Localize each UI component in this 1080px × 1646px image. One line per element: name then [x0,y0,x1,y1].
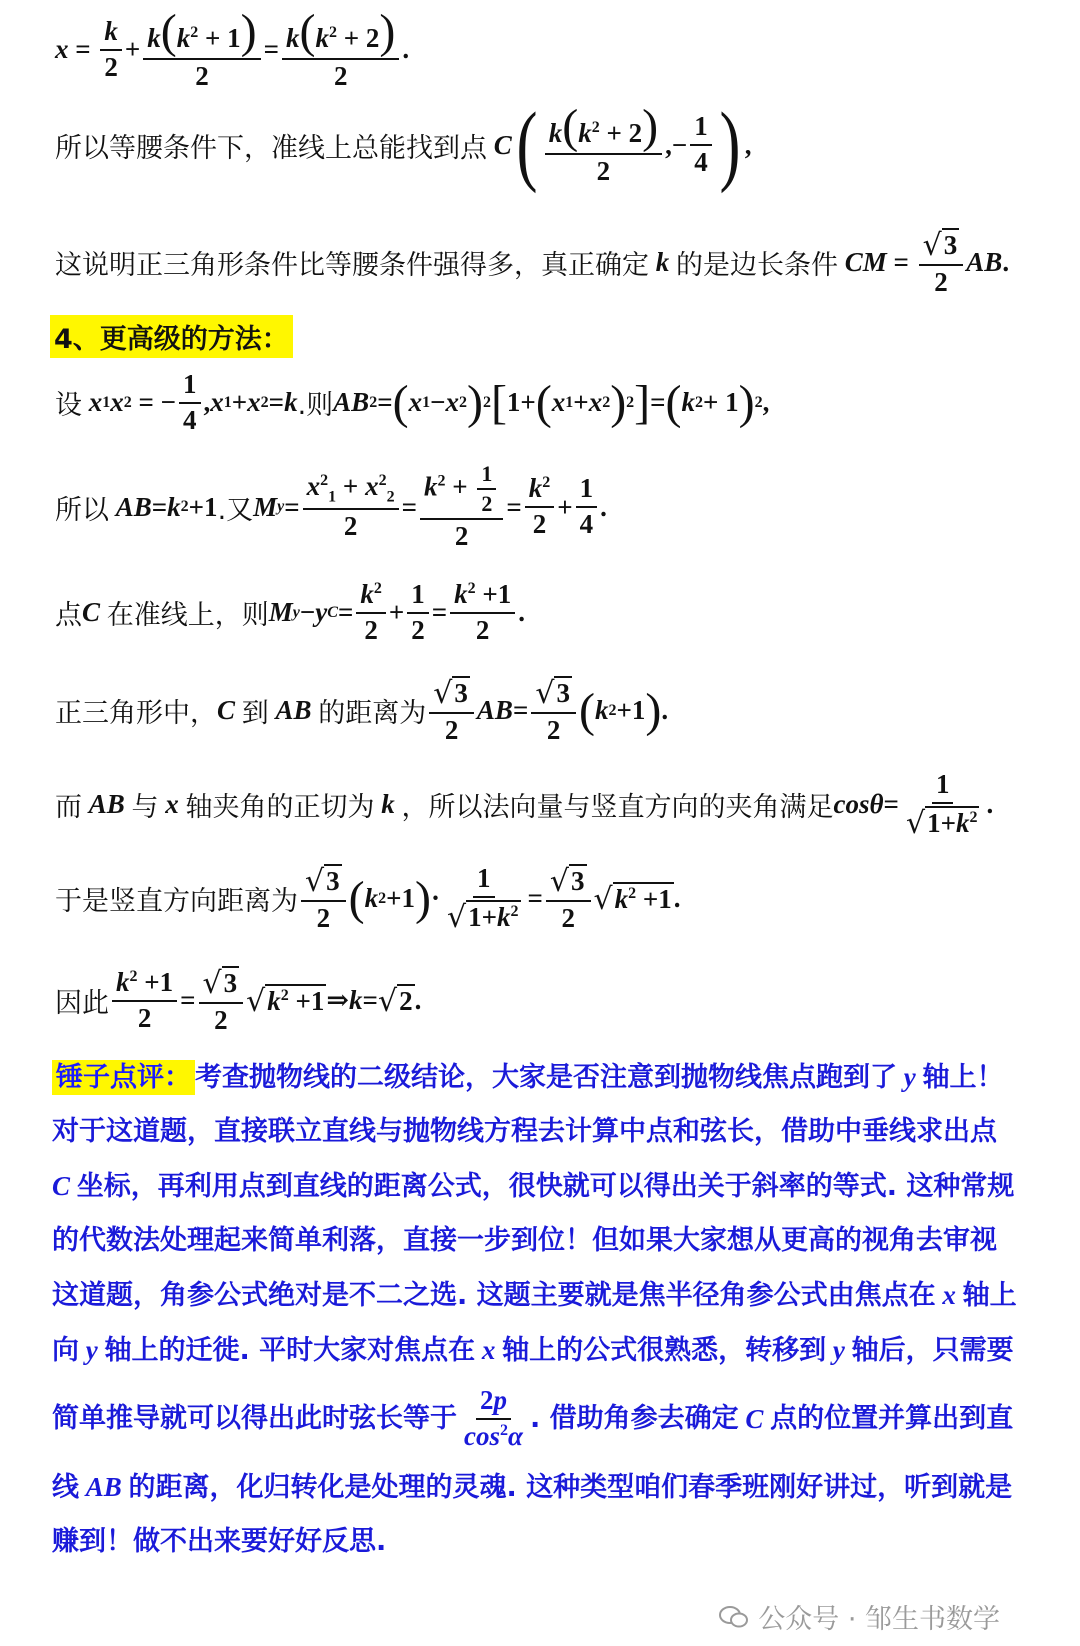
line-my-minus-yc: 点 C 在准线上，则 M y − y C = $\frac{k^2}{2}$ + $\frac{1}{2}$ = $\frac{k^2 +1}{2}$ . [55,579,525,645]
comment-line-3: C 坐标，再利用点到直线的距离公式，很快就可以得出关于斜率的等式. 这种常规 [52,1171,1015,1202]
section-title: 4、更高级的方法： [50,315,293,358]
comment-line-4: 的代数法处理起来简单利落，直接一步到位！但如果大家想从更高的视角去审视 [52,1225,997,1256]
comment-line-5: 这道题，角参公式绝对是不二之选. 这题主要就是焦半径角参公式由焦点在 x 轴上 [52,1280,1017,1311]
comment-line-7: 简单推导就可以得出此时弦长等于 $\frac{2p}{\cos^2\alpha}$ . 借助角参去确定 C 点的位置并算出到直 [52,1385,1014,1451]
comment-line-6: 向 y 轴上的迁徙. 平时大家对焦点在 x 轴上的公式很熟悉，转移到 y 轴后，只需要 [52,1335,1014,1366]
comment-line-1: 锤子点评： 考查抛物线的二级结论，大家是否注意到抛物线焦点跑到了 y 轴上！ [52,1050,1032,1105]
text-isosceles: 所以等腰条件下，准线上总能找到点 [55,132,487,164]
teacher-comment [52,1050,1032,1569]
comment-line-8: 线 AB 的距离，化归转化是处理的灵魂. 这种类型咱们春季班刚好讲过，听到就是 [52,1472,1013,1503]
line-ab-squared: 设 x 1 x 2 = − $\frac{1}{4}$ , x 1 + x 2 = k .则 AB 2 = ( x 1 − x 2 ) 2 [ 1+ ( x 1 + x 2 ) 2 ] = ( k 2 + 1 ) 2 , [55,369,770,435]
line-my: 所以 AB = k 2 +1 .又 M y = $\frac{x^2_1 + x^2_2}{2}$ = $k^2$ + $\frac{1}{2}$ 2 = $\frac{k^2}{2}$ + $\frac{1}{4}$ . [55,461,607,552]
comment-line-2: 对于这道题，直接联立直线与抛物线方程去计算中点和弦长，借助中垂线求出点 [52,1116,997,1147]
line-distance: 正三角形中， C 到 AB 的距离为 √ 3 2 AB = √ 3 2 ( k 2 +1 ) . [55,676,669,745]
watermark: 公众号 · 邹生书数学 [718,1597,1000,1636]
line-vertical-distance: 于是竖直方向距离为 √ 3 2 ( k 2 +1 ) · 1 √ $1+k^2$ = √ 3 2 √ $k^2 +1$ . [55,863,681,935]
equation-x: x = $\frac{k}{2}$ + $\frac{k(k^2 + 1)}{2}$ = $\frac{k(k^2 + 2)}{2}$ . [55,5,410,91]
comment-line-9: 赚到！做不出来要好好反思. [52,1526,387,1557]
equilateral-line: 这说明正三角形条件比等腰条件强得多，真正确定 k 的是边长条件 CM = √ 3 2 AB . [55,228,1010,297]
isosceles-point-line: 所以等腰条件下，准线上总能找到点 C ( $\frac{k(k^2 + 2)}{2}$ ,− $\frac{1}{4}$ ) , [55,95,752,194]
wechat-icon [718,1604,750,1630]
line-cos-theta: 而 AB 与 x 轴夹角的正切为 k ，所以法向量与竖直方向的夹角满足 cosθ = 1 √ $1+k^2$ . [55,769,994,841]
line-conclusion: 因此 $\frac{k^2 +1}{2}$ = √ 3 2 √ $k^2 +1$ ⇒ k = √ 2 . [55,966,422,1035]
